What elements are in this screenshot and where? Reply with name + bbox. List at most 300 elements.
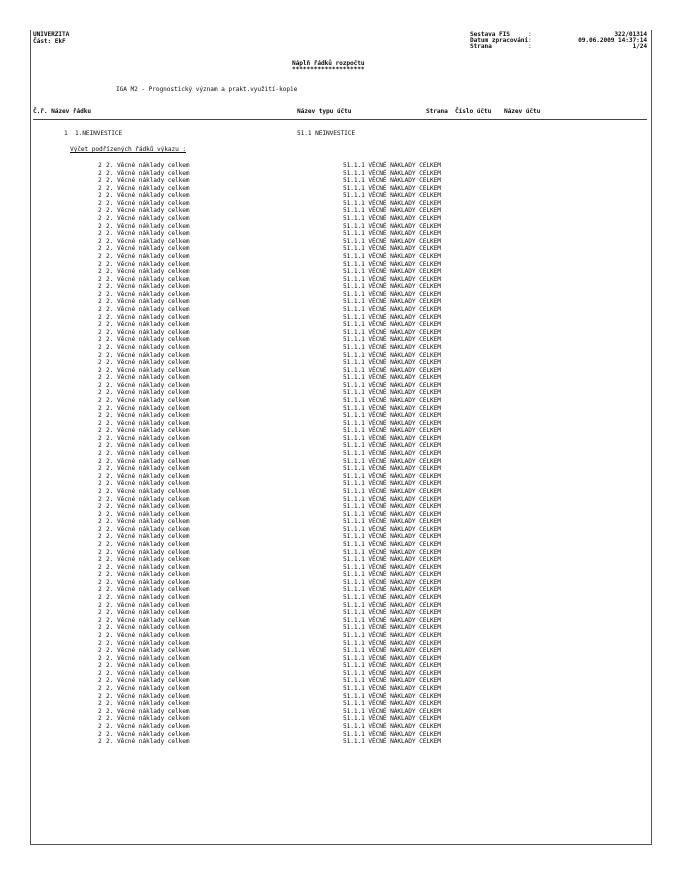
row-code: 2.	[106, 192, 114, 200]
col-side: Strana	[426, 108, 448, 115]
row-code: 2.	[106, 389, 114, 397]
row-account: 51.1.1 VĚCNÉ NÁKLADY CELKEM	[343, 184, 441, 192]
row-name: Věcné náklady celkem	[117, 298, 190, 306]
row-number: 2	[98, 692, 102, 700]
row-code: 2.	[106, 275, 114, 283]
row-account: 51.1.1 VĚCNÉ NÁKLADY CELKEM	[343, 510, 441, 518]
col-row-name: Č.ř. Název řádku	[33, 108, 92, 115]
row-account: 51.1.1 VĚCNÉ NÁKLADY CELKEM	[343, 548, 441, 556]
row-code: 2.	[106, 306, 114, 314]
row-code: 2.	[106, 601, 114, 609]
row-number: 2	[98, 722, 102, 730]
row-name: Věcné náklady celkem	[117, 624, 190, 632]
report-id-label: Sestava FIS	[470, 31, 510, 38]
row-name: Věcné náklady celkem	[117, 700, 190, 708]
row-name: Věcné náklady celkem	[117, 541, 190, 548]
row-account: 51.1.1 VĚCNÉ NÁKLADY CELKEM	[343, 563, 441, 571]
row-number: 2	[98, 412, 102, 420]
row-account: 51.1.1 VĚCNÉ NÁKLADY CELKEM	[343, 230, 441, 238]
row-account: 51.1.1 VĚCNÉ NÁKLADY CELKEM	[343, 260, 441, 268]
row-name: Věcné náklady celkem	[117, 359, 190, 367]
row-name: Věcné náklady celkem	[117, 389, 190, 397]
report-subtitle: IGA M2 - Prognostický význam a prakt.využití-kopie	[116, 86, 298, 93]
row-number: 2	[98, 480, 102, 488]
row-account: 51.1.1 VĚCNÉ NÁKLADY CELKEM	[343, 268, 441, 276]
row-code: 2.	[106, 594, 114, 602]
row-code: 2.	[106, 692, 114, 700]
row-name: Věcné náklady celkem	[117, 669, 190, 677]
row-number: 2	[98, 487, 102, 495]
row-name: Věcné náklady celkem	[117, 594, 190, 602]
header-rule	[33, 119, 647, 120]
row-name: Věcné náklady celkem	[117, 268, 190, 276]
row-number: 2	[98, 518, 102, 526]
row-name: Věcné náklady celkem	[117, 738, 190, 746]
row-number: 2	[98, 275, 102, 283]
row-number: 2	[98, 434, 102, 442]
row-name: Věcné náklady celkem	[117, 290, 190, 298]
row-code: 2.	[106, 177, 114, 185]
row-name: Věcné náklady celkem	[117, 707, 190, 715]
row-account: 51.1.1 VĚCNÉ NÁKLADY CELKEM	[343, 306, 441, 314]
row-account: 51.1.1 VĚCNÉ NÁKLADY CELKEM	[343, 237, 441, 245]
row-number: 2	[98, 237, 102, 245]
row-code: 2.	[106, 260, 114, 268]
row-account: 51.1.1 VĚCNÉ NÁKLADY CELKEM	[343, 518, 441, 526]
row-account: 51.1.1 VĚCNÉ NÁKLADY CELKEM	[343, 298, 441, 306]
row-code: 2.	[106, 480, 114, 488]
row-name: Věcné náklady celkem	[117, 328, 190, 336]
row-number: 2	[98, 199, 102, 207]
row-code: 2.	[106, 722, 114, 730]
row-number: 2	[98, 177, 102, 185]
row-code: 2.	[106, 631, 114, 639]
row-code: 2.	[106, 313, 114, 321]
row-code: 2.	[106, 556, 114, 564]
row-account: 51.1.1 VĚCNÉ NÁKLADY CELKEM	[343, 662, 441, 670]
row-account: 51.1.1 VĚCNÉ NÁKLADY CELKEM	[343, 283, 441, 291]
row-name: Věcné náklady celkem	[117, 412, 190, 420]
row-code: 2.	[106, 647, 114, 655]
institution-name: UNIVERZITA	[33, 31, 70, 38]
row-name: Věcné náklady celkem	[117, 556, 190, 564]
row-code: 2.	[106, 738, 114, 746]
row-account: 51.1.1 VĚCNÉ NÁKLADY CELKEM	[343, 245, 441, 253]
row-account: 51.1.1 VĚCNÉ NÁKLADY CELKEM	[343, 162, 441, 169]
row-code: 2.	[106, 662, 114, 670]
row-number: 2	[98, 207, 102, 215]
row-account: 51.1.1 VĚCNÉ NÁKLADY CELKEM	[343, 707, 441, 715]
row-number: 2	[98, 328, 102, 336]
row-name: Věcné náklady celkem	[117, 685, 190, 693]
row-name: Věcné náklady celkem	[117, 381, 190, 389]
row-name: Věcné náklady celkem	[117, 192, 190, 200]
row-name: Věcné náklady celkem	[117, 465, 190, 473]
row-name: Věcné náklady celkem	[117, 487, 190, 495]
row-name: Věcné náklady celkem	[117, 548, 190, 556]
row-code: 2.	[106, 412, 114, 420]
row-account: 51.1.1 VĚCNÉ NÁKLADY CELKEM	[343, 639, 441, 647]
row-number: 2	[98, 343, 102, 351]
row-code: 2.	[106, 396, 114, 404]
row-account: 51.1.1 VĚCNÉ NÁKLADY CELKEM	[343, 738, 441, 746]
row-number: 2	[98, 503, 102, 511]
row-number: 2	[98, 738, 102, 746]
row-account: 51.1.1 VĚCNÉ NÁKLADY CELKEM	[343, 647, 441, 655]
row-name: Věcné náklady celkem	[117, 654, 190, 662]
row-code: 2.	[106, 434, 114, 442]
row-name: Věcné náklady celkem	[117, 563, 190, 571]
row-account: 51.1.1 VĚCNÉ NÁKLADY CELKEM	[343, 222, 441, 230]
processing-date-sep: :	[528, 37, 532, 44]
row-code: 2.	[106, 237, 114, 245]
row-name: Věcné náklady celkem	[117, 503, 190, 511]
row-account: 51.1.1 VĚCNÉ NÁKLADY CELKEM	[343, 669, 441, 677]
col-account-type: Název typu účtu	[297, 108, 352, 115]
row-account: 51.1.1 VĚCNÉ NÁKLADY CELKEM	[343, 169, 441, 177]
row-code: 2.	[106, 222, 114, 230]
row-number: 2	[98, 298, 102, 306]
row-code: 2.	[106, 669, 114, 677]
row-number: 2	[98, 548, 102, 556]
row-account: 51.1.1 VĚCNÉ NÁKLADY CELKEM	[343, 290, 441, 298]
row-code: 2.	[106, 321, 114, 329]
row-name: Věcné náklady celkem	[117, 396, 190, 404]
row-name: Věcné náklady celkem	[117, 374, 190, 382]
row-number: 2	[98, 306, 102, 314]
row-code: 2.	[106, 616, 114, 624]
row-number: 2	[98, 351, 102, 359]
row-code: 2.	[106, 283, 114, 291]
row-account: 51.1.1 VĚCNÉ NÁKLADY CELKEM	[343, 503, 441, 511]
row-number: 2	[98, 677, 102, 685]
row-code: 2.	[106, 503, 114, 511]
row-code: 2.	[106, 654, 114, 662]
row-code: 2.	[106, 427, 114, 435]
row-account: 51.1.1 VĚCNÉ NÁKLADY CELKEM	[343, 374, 441, 382]
row-code: 2.	[106, 518, 114, 526]
row-code: 2.	[106, 533, 114, 541]
row-account: 51.1.1 VĚCNÉ NÁKLADY CELKEM	[343, 692, 441, 700]
row-number: 2	[98, 685, 102, 693]
row-account: 51.1.1 VĚCNÉ NÁKLADY CELKEM	[343, 328, 441, 336]
row-name: Věcné náklady celkem	[117, 722, 190, 730]
row-code: 2.	[106, 442, 114, 450]
row-name: Věcné náklady celkem	[117, 677, 190, 685]
row-name: Věcné náklady celkem	[117, 177, 190, 185]
page-label: Strana	[470, 43, 492, 50]
row-account: 51.1.1 VĚCNÉ NÁKLADY CELKEM	[343, 715, 441, 723]
row-name: Věcné náklady celkem	[117, 404, 190, 412]
row-account: 51.1.1 VĚCNÉ NÁKLADY CELKEM	[343, 275, 441, 283]
row-code: 2.	[106, 169, 114, 177]
row-number: 2	[98, 495, 102, 503]
row-account: 51.1.1 VĚCNÉ NÁKLADY CELKEM	[343, 457, 441, 465]
row-code: 2.	[106, 548, 114, 556]
col-account-name: Název účtu	[504, 108, 541, 115]
row-number: 2	[98, 222, 102, 230]
row-name: Věcné náklady celkem	[117, 510, 190, 518]
row-number: 2	[98, 616, 102, 624]
row-number: 2	[98, 389, 102, 397]
report-id-sep: :	[528, 31, 532, 38]
row-number: 2	[98, 374, 102, 382]
row-name: Věcné náklady celkem	[117, 616, 190, 624]
row-account: 51.1.1 VĚCNÉ NÁKLADY CELKEM	[343, 313, 441, 321]
page-number-value: 1/24	[632, 43, 647, 50]
row-name: Věcné náklady celkem	[117, 457, 190, 465]
row-name: Věcné náklady celkem	[117, 434, 190, 442]
row-account: 51.1.1 VĚCNÉ NÁKLADY CELKEM	[343, 541, 441, 548]
row-number: 2	[98, 700, 102, 708]
row-account: 51.1.1 VĚCNÉ NÁKLADY CELKEM	[343, 578, 441, 586]
row-account: 51.1.1 VĚCNÉ NÁKLADY CELKEM	[343, 609, 441, 617]
page-sep: :	[528, 43, 532, 50]
row-account: 51.1.1 VĚCNÉ NÁKLADY CELKEM	[343, 533, 441, 541]
row-code: 2.	[106, 199, 114, 207]
row-number: 2	[98, 669, 102, 677]
row-name: Věcné náklady celkem	[117, 419, 190, 427]
row-number: 2	[98, 609, 102, 617]
row-code: 2.	[106, 268, 114, 276]
row-name: Věcné náklady celkem	[117, 480, 190, 488]
row-number: 2	[98, 594, 102, 602]
processing-date-value: 09.06.2009 14:37:14	[578, 37, 647, 44]
row-number: 2	[98, 730, 102, 738]
row-name: Věcné náklady celkem	[117, 162, 190, 169]
row-code: 2.	[106, 525, 114, 533]
row-account: 51.1.1 VĚCNÉ NÁKLADY CELKEM	[343, 677, 441, 685]
row-number: 2	[98, 654, 102, 662]
row-account: 51.1.1 VĚCNÉ NÁKLADY CELKEM	[343, 631, 441, 639]
row-number: 2	[98, 359, 102, 367]
row-code: 2.	[106, 162, 114, 169]
row-number: 2	[98, 381, 102, 389]
row-name: Věcné náklady celkem	[117, 647, 190, 655]
row-code: 2.	[106, 715, 114, 723]
row-code: 2.	[106, 207, 114, 215]
row-name: Věcné náklady celkem	[117, 215, 190, 223]
row-account: 51.1.1 VĚCNÉ NÁKLADY CELKEM	[343, 434, 441, 442]
row-code: 2.	[106, 419, 114, 427]
row-code: 2.	[106, 230, 114, 238]
row-name: Věcné náklady celkem	[117, 730, 190, 738]
row-number: 2	[98, 321, 102, 329]
row-name: Věcné náklady celkem	[117, 609, 190, 617]
row-number: 2	[98, 396, 102, 404]
row-code: 2.	[106, 404, 114, 412]
row-number: 2	[98, 472, 102, 480]
row-account: 51.1.1 VĚCNÉ NÁKLADY CELKEM	[343, 556, 441, 564]
row-account: 51.1.1 VĚCNÉ NÁKLADY CELKEM	[343, 624, 441, 632]
row-account: 51.1.1 VĚCNÉ NÁKLADY CELKEM	[343, 419, 441, 427]
row-number: 2	[98, 290, 102, 298]
row-name: Věcné náklady celkem	[117, 427, 190, 435]
section-name: 1.NEINVESTICE	[75, 130, 123, 137]
row-code: 2.	[106, 245, 114, 253]
row-code: 2.	[106, 215, 114, 223]
row-code: 2.	[106, 336, 114, 344]
row-code: 2.	[106, 450, 114, 458]
row-number: 2	[98, 571, 102, 579]
report-id-value: 322/01314	[614, 31, 647, 38]
row-code: 2.	[106, 328, 114, 336]
row-number: 2	[98, 586, 102, 594]
row-account: 51.1.1 VĚCNÉ NÁKLADY CELKEM	[343, 730, 441, 738]
row-code: 2.	[106, 510, 114, 518]
row-number: 2	[98, 336, 102, 344]
section-number: 1	[64, 130, 68, 137]
row-code: 2.	[106, 359, 114, 367]
row-code: 2.	[106, 571, 114, 579]
row-name: Věcné náklady celkem	[117, 518, 190, 526]
row-number: 2	[98, 662, 102, 670]
row-code: 2.	[106, 495, 114, 503]
row-account: 51.1.1 VĚCNÉ NÁKLADY CELKEM	[343, 359, 441, 367]
row-number: 2	[98, 715, 102, 723]
row-code: 2.	[106, 472, 114, 480]
row-account: 51.1.1 VĚCNÉ NÁKLADY CELKEM	[343, 495, 441, 503]
row-account: 51.1.1 VĚCNÉ NÁKLADY CELKEM	[343, 404, 441, 412]
row-name: Věcné náklady celkem	[117, 533, 190, 541]
row-name: Věcné náklady celkem	[117, 306, 190, 314]
row-number: 2	[98, 541, 102, 548]
row-name: Věcné náklady celkem	[117, 351, 190, 359]
row-account: 51.1.1 VĚCNÉ NÁKLADY CELKEM	[343, 616, 441, 624]
title-underline-stars: ********************	[292, 66, 365, 73]
row-name: Věcné náklady celkem	[117, 472, 190, 480]
row-name: Věcné náklady celkem	[117, 207, 190, 215]
row-name: Věcné náklady celkem	[117, 275, 190, 283]
processing-date-label: Datum zpracování	[470, 37, 529, 44]
row-account: 51.1.1 VĚCNÉ NÁKLADY CELKEM	[343, 389, 441, 397]
row-number: 2	[98, 366, 102, 374]
row-number: 2	[98, 465, 102, 473]
row-number: 2	[98, 192, 102, 200]
row-name: Věcné náklady celkem	[117, 343, 190, 351]
row-code: 2.	[106, 563, 114, 571]
row-account: 51.1.1 VĚCNÉ NÁKLADY CELKEM	[343, 321, 441, 329]
row-number: 2	[98, 510, 102, 518]
row-number: 2	[98, 601, 102, 609]
row-account: 51.1.1 VĚCNÉ NÁKLADY CELKEM	[343, 412, 441, 420]
row-code: 2.	[106, 639, 114, 647]
row-number: 2	[98, 639, 102, 647]
row-name: Věcné náklady celkem	[117, 199, 190, 207]
row-number: 2	[98, 283, 102, 291]
row-name: Věcné náklady celkem	[117, 525, 190, 533]
row-code: 2.	[106, 252, 114, 260]
row-number: 2	[98, 162, 102, 169]
row-number: 2	[98, 404, 102, 412]
row-number: 2	[98, 260, 102, 268]
row-name: Věcné náklady celkem	[117, 230, 190, 238]
section-account-type: 51.1 NEINVESTICE	[297, 130, 356, 137]
department-part: Část: EkF	[33, 38, 66, 45]
row-account: 51.1.1 VĚCNÉ NÁKLADY CELKEM	[343, 366, 441, 374]
report-title: Náplň řádků rozpočtu	[292, 60, 365, 67]
row-code: 2.	[106, 700, 114, 708]
row-account: 51.1.1 VĚCNÉ NÁKLADY CELKEM	[343, 252, 441, 260]
row-number: 2	[98, 169, 102, 177]
row-code: 2.	[106, 586, 114, 594]
row-name: Věcné náklady celkem	[117, 222, 190, 230]
row-name: Věcné náklady celkem	[117, 495, 190, 503]
row-name: Věcné náklady celkem	[117, 184, 190, 192]
row-account: 51.1.1 VĚCNÉ NÁKLADY CELKEM	[343, 177, 441, 185]
row-number: 2	[98, 647, 102, 655]
row-account: 51.1.1 VĚCNÉ NÁKLADY CELKEM	[343, 700, 441, 708]
row-code: 2.	[106, 730, 114, 738]
row-number: 2	[98, 533, 102, 541]
row-number: 2	[98, 563, 102, 571]
row-name: Věcné náklady celkem	[117, 313, 190, 321]
row-name: Věcné náklady celkem	[117, 336, 190, 344]
row-account: 51.1.1 VĚCNÉ NÁKLADY CELKEM	[343, 207, 441, 215]
row-account: 51.1.1 VĚCNÉ NÁKLADY CELKEM	[343, 215, 441, 223]
row-number: 2	[98, 442, 102, 450]
row-number: 2	[98, 457, 102, 465]
row-account: 51.1.1 VĚCNÉ NÁKLADY CELKEM	[343, 343, 441, 351]
row-account: 51.1.1 VĚCNÉ NÁKLADY CELKEM	[343, 525, 441, 533]
row-name: Věcné náklady celkem	[117, 662, 190, 670]
row-code: 2.	[106, 343, 114, 351]
row-name: Věcné náklady celkem	[117, 245, 190, 253]
row-name: Věcné náklady celkem	[117, 237, 190, 245]
row-code: 2.	[106, 381, 114, 389]
row-code: 2.	[106, 578, 114, 586]
row-name: Věcné náklady celkem	[117, 442, 190, 450]
row-number: 2	[98, 313, 102, 321]
row-number: 2	[98, 184, 102, 192]
row-name: Věcné náklady celkem	[117, 321, 190, 329]
row-account: 51.1.1 VĚCNÉ NÁKLADY CELKEM	[343, 722, 441, 730]
row-code: 2.	[106, 487, 114, 495]
row-code: 2.	[106, 624, 114, 632]
row-account: 51.1.1 VĚCNÉ NÁKLADY CELKEM	[343, 192, 441, 200]
row-name: Věcné náklady celkem	[117, 601, 190, 609]
col-account-number: Číslo účtu	[455, 108, 492, 115]
row-account: 51.1.1 VĚCNÉ NÁKLADY CELKEM	[343, 396, 441, 404]
row-account: 51.1.1 VĚCNÉ NÁKLADY CELKEM	[343, 450, 441, 458]
row-account: 51.1.1 VĚCNÉ NÁKLADY CELKEM	[343, 601, 441, 609]
row-name: Věcné náklady celkem	[117, 283, 190, 291]
subordinate-rows-label: Výčet podřízených řádků výkazu :	[70, 146, 187, 153]
row-account: 51.1.1 VĚCNÉ NÁKLADY CELKEM	[343, 685, 441, 693]
row-name: Věcné náklady celkem	[117, 692, 190, 700]
row-name: Věcné náklady celkem	[117, 260, 190, 268]
row-number: 2	[98, 525, 102, 533]
row-account: 51.1.1 VĚCNÉ NÁKLADY CELKEM	[343, 586, 441, 594]
row-account: 51.1.1 VĚCNÉ NÁKLADY CELKEM	[343, 472, 441, 480]
row-code: 2.	[106, 366, 114, 374]
row-account: 51.1.1 VĚCNÉ NÁKLADY CELKEM	[343, 381, 441, 389]
row-code: 2.	[106, 541, 114, 548]
row-account: 51.1.1 VĚCNÉ NÁKLADY CELKEM	[343, 480, 441, 488]
row-name: Věcné náklady celkem	[117, 450, 190, 458]
row-account: 51.1.1 VĚCNÉ NÁKLADY CELKEM	[343, 465, 441, 473]
row-number: 2	[98, 245, 102, 253]
row-name: Věcné náklady celkem	[117, 578, 190, 586]
row-number: 2	[98, 268, 102, 276]
row-number: 2	[98, 707, 102, 715]
row-code: 2.	[106, 685, 114, 693]
row-account: 51.1.1 VĚCNÉ NÁKLADY CELKEM	[343, 571, 441, 579]
row-name: Věcné náklady celkem	[117, 366, 190, 374]
row-account: 51.1.1 VĚCNÉ NÁKLADY CELKEM	[343, 594, 441, 602]
row-name: Věcné náklady celkem	[117, 631, 190, 639]
row-code: 2.	[106, 184, 114, 192]
